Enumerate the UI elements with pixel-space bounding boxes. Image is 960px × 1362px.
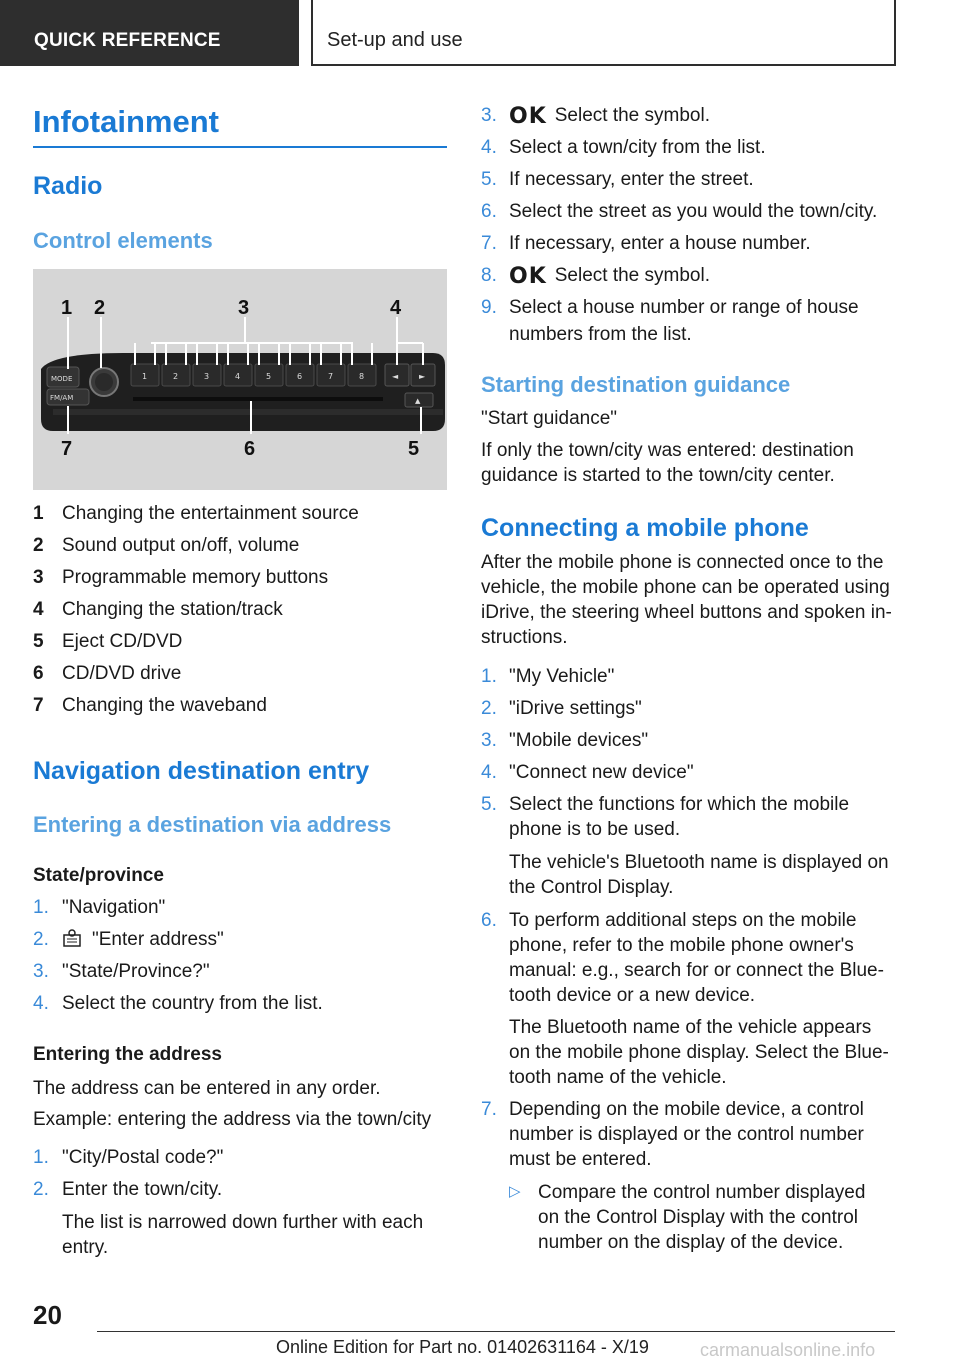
legend-item: Sound output on/off, volume (62, 535, 300, 556)
bullet-line: on the Control Display with the control (538, 1207, 858, 1228)
title-rule (33, 146, 447, 148)
footer-edition: Online Edition for Part no. 01402631164 - X/19 (276, 1337, 649, 1357)
step-number: 3. (481, 730, 497, 751)
destination-step-text: If necessary, enter a house number. (509, 233, 811, 254)
memory-button-label-5: 5 (266, 372, 272, 381)
legend-number: 1 (33, 503, 44, 524)
memory-button-label-3: 3 (204, 372, 210, 381)
memory-button-label-4: 4 (235, 372, 241, 381)
mobile-intro-line: After the mobile phone is connected once to the (481, 552, 884, 573)
legend-item: Eject CD/DVD (62, 631, 183, 652)
state-step-text: "Enter address" (92, 929, 224, 950)
entering-address-text-1: The address can be entered in any order. (33, 1078, 381, 1099)
callout-3: 3 (238, 297, 250, 319)
step-number: 6. (481, 201, 497, 222)
page-title: Infotainment (33, 104, 219, 139)
city-step-2: Enter the town/city. (62, 1179, 223, 1200)
mobile-step-6-note: The Bluetooth name of the vehicle appears (509, 1017, 872, 1038)
navigation-heading: Navigation destination entry (33, 757, 370, 785)
memory-button-label-8: 8 (359, 372, 365, 381)
callout-6: 6 (244, 438, 256, 460)
step-number: 1. (33, 897, 49, 918)
mobile-step-5-line: phone is to be used. (509, 819, 681, 840)
destination-step-8 (509, 263, 710, 289)
seek-right-label: ► (419, 372, 426, 381)
callout-7: 7 (61, 438, 73, 460)
ok-icon: OK (509, 264, 547, 289)
callout-1: 1 (61, 297, 73, 319)
mobile-phone-heading: Connecting a mobile phone (481, 514, 809, 542)
step-number: 7. (481, 1099, 497, 1120)
callout-4: 4 (390, 297, 402, 319)
mobile-step-5-note: the Control Display. (509, 877, 674, 898)
memory-button-label-1: 1 (142, 372, 148, 381)
radio-panel-illustration (33, 269, 447, 490)
destination-step-text: If necessary, enter the street. (509, 169, 754, 190)
control-elements-heading: Control elements (33, 228, 213, 253)
step-number: 4. (481, 137, 497, 158)
destination-step-text: Select the symbol. (554, 105, 710, 126)
entering-address-heading: Entering the address (33, 1044, 222, 1065)
seek-left-label: ◄ (392, 372, 399, 381)
destination-step-7 (509, 231, 811, 256)
mobile-step-6-line: manual: e.g., search for or connect the Blue- (509, 960, 884, 981)
legend-number: 6 (33, 663, 44, 684)
memory-button-label-2: 2 (173, 372, 179, 381)
state-province-heading: State/province (33, 865, 164, 886)
step-number: 9. (481, 297, 497, 318)
cd-slot (133, 397, 383, 401)
footer-rule (97, 1331, 895, 1332)
footer-watermark: carmanualsonline.info (700, 1340, 876, 1360)
destination-step-3 (509, 103, 710, 129)
legend-item: Changing the entertainment source (62, 503, 359, 524)
mobile-step-7-line: must be entered. (509, 1149, 652, 1170)
step-number: 5. (481, 169, 497, 190)
guidance-heading: Starting destination guidance (481, 372, 791, 397)
step-9-continuation: numbers from the list. (509, 324, 692, 345)
fmam-button-label: FM/AM (50, 394, 74, 402)
mobile-step-5-note: The vehicle's Bluetooth name is displayed on (509, 852, 889, 873)
mobile-step-2: "iDrive settings" (509, 698, 642, 719)
mobile-intro-line: iDrive, the steering wheel buttons and spoken in- (481, 602, 892, 623)
address-book-icon (62, 928, 82, 948)
mobile-step-6-note: on the mobile phone display. Select the Blue- (509, 1042, 889, 1063)
mode-button-label: MODE (51, 375, 73, 383)
bullet-line: number on the display of the device. (538, 1232, 844, 1253)
step-number: 4. (481, 762, 497, 783)
step-number: 2. (33, 929, 49, 950)
state-step-3 (62, 959, 210, 984)
city-step-1: "City/Postal code?" (62, 1147, 224, 1168)
guidance-quote: "Start guidance" (481, 408, 618, 429)
legend-number: 5 (33, 631, 44, 652)
eject-label: ▲ (415, 397, 421, 405)
state-step-2 (62, 927, 224, 952)
memory-button-label-7: 7 (328, 372, 334, 381)
destination-step-9 (509, 295, 859, 320)
mobile-intro-line: vehicle, the mobile phone can be operated using (481, 577, 890, 598)
panel-shadow-strip (53, 409, 443, 415)
radio-control-panel-image (33, 269, 447, 490)
mobile-step-6-note: tooth name of the vehicle. (509, 1067, 727, 1088)
mobile-step-3: "Mobile devices" (509, 730, 649, 751)
step-number: 2. (481, 698, 497, 719)
page-number: 20 (33, 1300, 62, 1330)
destination-step-5 (509, 167, 754, 192)
city-note-line-2: entry. (62, 1237, 109, 1258)
step-number: 4. (33, 993, 49, 1014)
ok-icon: OK (509, 104, 547, 129)
bullet-line: Compare the control number displayed (538, 1182, 866, 1203)
step-number: 2. (33, 1179, 49, 1200)
destination-step-text: Select a town/city from the list. (509, 137, 766, 158)
mobile-step-6-line: To perform additional steps on the mobile (509, 910, 857, 931)
state-step-1 (62, 895, 165, 920)
destination-step-text: Select the symbol. (554, 265, 710, 286)
volume-knob-inner (95, 373, 113, 391)
step-number: 7. (481, 233, 497, 254)
legend-item: Changing the waveband (62, 695, 267, 716)
step-number: 8. (481, 265, 497, 286)
legend-number: 3 (33, 567, 44, 588)
state-step-4 (62, 991, 323, 1016)
guidance-text-2: guidance is started to the town/city center. (481, 465, 835, 486)
address-heading: Entering a destination via address (33, 812, 392, 837)
destination-step-text: Select the street as you would the town/city. (509, 201, 878, 222)
bullet-icon: ▷ (509, 1183, 521, 1200)
mobile-step-7-line: Depending on the mobile device, a control (509, 1099, 864, 1120)
step-number: 3. (481, 105, 497, 126)
state-step-text: "State/Province?" (62, 961, 210, 982)
mobile-step-6-line: tooth device or a new device. (509, 985, 756, 1006)
city-note-line-1: The list is narrowed down further with each (62, 1212, 424, 1233)
legend-number: 4 (33, 599, 44, 620)
header-section-tab: QUICK REFERENCE (0, 0, 299, 66)
state-step-text: "Navigation" (62, 897, 166, 918)
legend-item: Changing the station/track (62, 599, 283, 620)
mobile-intro-line: structions. (481, 627, 568, 648)
legend-number: 2 (33, 535, 44, 556)
header-chapter-tab: Set-up and use (311, 0, 896, 66)
destination-step-text: Select a house number or range of house (509, 297, 859, 318)
step-number: 1. (481, 666, 497, 687)
callout-2: 2 (94, 297, 106, 319)
entering-address-text-2: Example: entering the address via the town/city (33, 1109, 432, 1130)
callout-5: 5 (408, 438, 420, 460)
step-number: 3. (33, 961, 49, 982)
mobile-step-6-line: phone, refer to the mobile phone owner's (509, 935, 854, 956)
mobile-step-4: "Connect new device" (509, 762, 694, 783)
destination-step-4 (509, 135, 766, 160)
guidance-text-1: If only the town/city was entered: destination (481, 440, 854, 461)
mobile-step-5-line: Select the functions for which the mobile (509, 794, 850, 815)
state-step-text: Select the country from the list. (62, 993, 323, 1014)
radio-heading: Radio (33, 172, 103, 200)
legend-item: CD/DVD drive (62, 663, 182, 684)
legend-number: 7 (33, 695, 44, 716)
step-number: 6. (481, 910, 497, 931)
mobile-step-7-line: number is displayed or the control number (509, 1124, 864, 1145)
mobile-step-1: "My Vehicle" (509, 666, 615, 687)
legend-item: Programmable memory buttons (62, 567, 329, 588)
step-number: 1. (33, 1147, 49, 1168)
step-number: 5. (481, 794, 497, 815)
memory-button-label-6: 6 (297, 372, 303, 381)
destination-step-6 (509, 199, 877, 224)
